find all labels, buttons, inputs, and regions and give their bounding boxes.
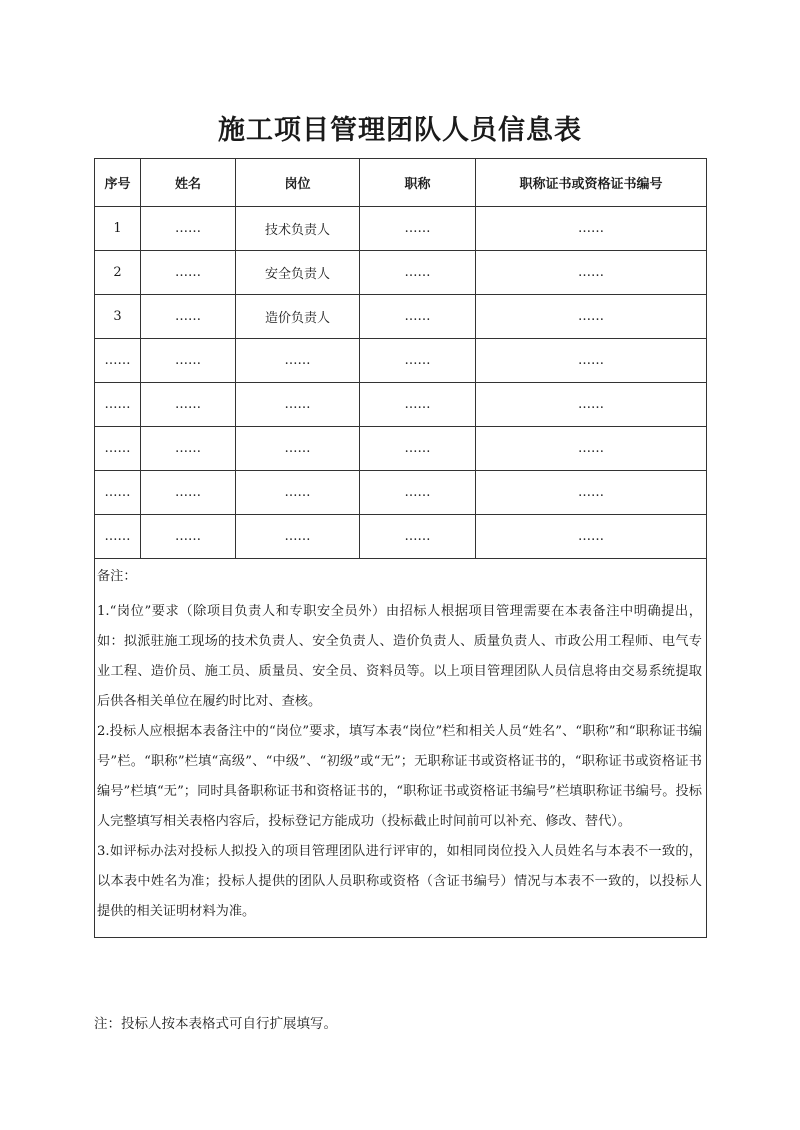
header-index: 序号 <box>95 159 141 207</box>
cell-title: …… <box>360 251 476 295</box>
table-row <box>95 295 707 339</box>
header-certificate: 职称证书或资格证书编号 <box>476 159 707 207</box>
note-item-3: 3.如评标办法对投标人拟投入的项目管理团队进行评审的，如相同岗位投入人员姓名与本表不一致的，以本表中姓名为准；投标人提供的团队人员职称或资格（含证书编号）情况与本表不一致的，以投标人提供的相关证明材料为准。 <box>97 844 702 919</box>
table-row <box>95 515 707 559</box>
cell-index: 3 <box>95 295 141 339</box>
table-row <box>95 427 707 471</box>
cell-position: 安全负责人 <box>236 251 360 295</box>
cell-title: …… <box>360 383 476 427</box>
cell-title: …… <box>360 427 476 471</box>
header-position: 岗位 <box>236 159 360 207</box>
cell-index: …… <box>95 471 141 515</box>
personnel-table <box>94 158 707 938</box>
table-header-row <box>95 159 707 207</box>
cell-position: 造价负责人 <box>236 295 360 339</box>
cell-position: …… <box>236 515 360 559</box>
cell-certificate: …… <box>476 207 707 251</box>
cell-certificate: …… <box>476 383 707 427</box>
notes-title: 备注： <box>97 569 137 584</box>
notes-row <box>95 559 707 938</box>
page-title: 施工项目管理团队人员信息表 <box>218 115 582 146</box>
table-row <box>95 339 707 383</box>
cell-certificate: …… <box>476 427 707 471</box>
note-item-2: 2.投标人应根据本表备注中的“岗位”要求，填写本表“岗位”栏和相关人员“姓名”、“职称”和“职称证书编号”栏。“职称”栏填“高级”、“中级”、“初级”或“无”；无职称证书或资格证书的，“职称证书或资格证书编号”栏填“无”；同时具备职称证书和资格证书的，“职称证书或资格证书编号”栏填职称证书编号。投标人完整填写相关表格内容后，投标登记方能成功（投标截止时间前可以补充、修改、替代）。 <box>97 724 702 829</box>
cell-name: …… <box>141 251 236 295</box>
cell-name: …… <box>141 383 236 427</box>
cell-name: …… <box>141 515 236 559</box>
cell-certificate: …… <box>476 295 707 339</box>
header-name: 姓名 <box>141 159 236 207</box>
footer-note: 注：投标人按本表格式可自行扩展填写。 <box>94 1016 337 1032</box>
cell-name: …… <box>141 471 236 515</box>
cell-index: …… <box>95 339 141 383</box>
note-item-1: 1.“岗位”要求（除项目负责人和专职安全员外）由招标人根据项目管理需要在本表备注中明确提出，如：拟派驻施工现场的技术负责人、安全负责人、造价负责人、质量负责人、市政公用工程师、电气专业工程、造价员、施工员、质量员、安全员、资料员等。以上项目管理团队人员信息将由交易系统提取后供各相关单位在履约时比对、查核。 <box>97 604 702 709</box>
cell-certificate: …… <box>476 515 707 559</box>
cell-title: …… <box>360 515 476 559</box>
cell-certificate: …… <box>476 251 707 295</box>
cell-index: 1 <box>95 207 141 251</box>
cell-title: …… <box>360 207 476 251</box>
cell-name: …… <box>141 207 236 251</box>
table-row <box>95 251 707 295</box>
cell-certificate: …… <box>476 339 707 383</box>
cell-name: …… <box>141 295 236 339</box>
cell-position: …… <box>236 471 360 515</box>
header-title: 职称 <box>360 159 476 207</box>
notes-cell <box>95 559 707 938</box>
table-row <box>95 471 707 515</box>
cell-position: …… <box>236 383 360 427</box>
cell-title: …… <box>360 471 476 515</box>
cell-position: …… <box>236 427 360 471</box>
cell-title: …… <box>360 295 476 339</box>
cell-name: …… <box>141 427 236 471</box>
cell-index: …… <box>95 383 141 427</box>
cell-position: …… <box>236 339 360 383</box>
table-row <box>95 383 707 427</box>
cell-position: 技术负责人 <box>236 207 360 251</box>
cell-name: …… <box>141 339 236 383</box>
cell-index: …… <box>95 515 141 559</box>
cell-certificate: …… <box>476 471 707 515</box>
cell-title: …… <box>360 339 476 383</box>
cell-index: …… <box>95 427 141 471</box>
cell-index: 2 <box>95 251 141 295</box>
table-row <box>95 207 707 251</box>
